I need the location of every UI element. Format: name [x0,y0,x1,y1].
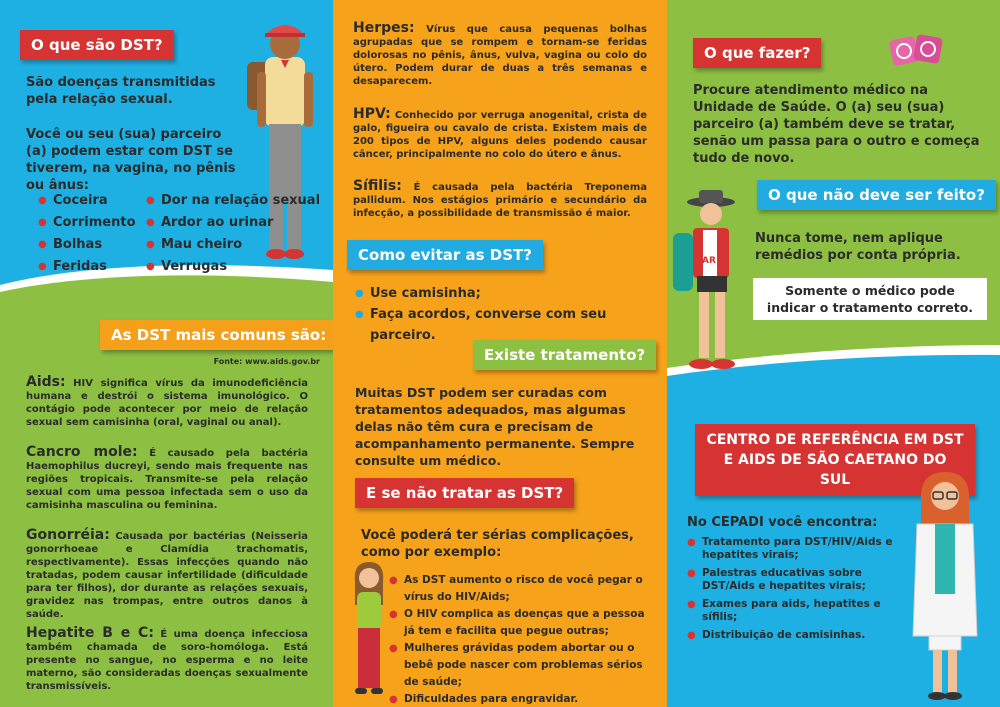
disease-aids-name: Aids: [26,374,66,390]
avoid-item: ● Use camisinha; [355,283,655,304]
avoid-item: ● Faça acordos, converse com seu parceiro. [355,304,655,346]
service-item: ● Tratamento para DST/HIV/Aids e hepatites virais; [687,536,901,562]
girl-illustration [349,560,389,700]
doctor-illustration [905,466,985,702]
untreated-title: E se não tratar as DST? [355,478,574,508]
center-services-list [687,536,901,642]
service-item: ● Distribuição de camisinhas. [687,629,901,642]
disease-aids [26,376,308,429]
reference-center-title: CENTRO DE REFERÊNCIA EM DST E AIDS DE SÃO CAETANO DO SUL [695,424,975,496]
disease-cancro-mole [26,446,308,512]
untreated-intro: Você poderá ter sérias complicações, como por exemplo: [361,528,634,560]
disease-hpv-text: Conhecido por verruga anogenital, crista de galo, figueira ou cavalo de crista. Existem mais de 200 tipos de HPV, alguns deles podendo causar câncer, principalmente no colo do útero e ânus. [353,110,647,160]
symptom-item: ● Feridas [38,256,148,278]
std-where: Você ou seu (sua) parceiro (a) podem estar com DST se tiverem, na vagina, no pênis ou ânus: [26,127,236,193]
disease-herpes [353,22,647,88]
symptoms-list-left [38,190,148,278]
source-note: Fonte: www.aids.gov.br [213,357,320,366]
what-to-do-text: Procure atendimento médico na Unidade de Saúde. O (a) seu (sua) parceiro (a) também deve se tratar, senão um passa para o outro e começa tudo de novo. [693,83,980,166]
symptom-item: ● Dor na relação sexual [146,190,321,212]
complication-item: ● O HIV complica as doenças que a pessoa já tem e facilita que pegue outras; [389,606,653,640]
disease-cancro-name: Cancro mole: [26,444,138,460]
disease-gonorreia [26,529,308,621]
symptom-item: ● Ardor ao urinar [146,212,321,234]
disease-cancro-text: É causado pela bactéria Haemophilus ducreyi, sendo mais frequente nas regiões tropicais. Transmite-se pela relação sexual com uma pessoa infectada sem o uso da camisinha masculina ou feminina. [26,448,309,511]
disease-hepatite-text: É uma doença infecciosa também chamada de soro-homóloga. Está presente no sangue, no esperma e no leite materno, são consideradas doenças sexualmente transmissíveis. [26,629,308,692]
symptom-item: ● Corrimento [38,212,148,234]
panel-right [667,0,1000,707]
shirt-text: AR [702,256,716,266]
symptom-item: ● Mau cheiro [146,234,321,256]
treatment-text: Muitas DST podem ser curadas com tratamentos adequados, mas algumas delas não têm cura e precisam de acompanhamento permanente. Sempre consulte um médico. [355,385,635,468]
disease-hepatite-name: Hepatite B e C: [26,625,154,641]
disease-sifilis-name: Sífilis: [353,178,402,194]
what-are-std-title: O que são DST? [20,30,174,60]
disease-gonorreia-text: Causada por bactérias (Neisseria gonorrhoeae e Clamídia trachomatis, respectivamente). Essas infecções quando não tratadas, podem causar infertilidade (dificuldade para ter filhos), dor durante as relações sexuais, gravidez nas trompas, entre outros danos à saúde. [26,531,308,620]
symptoms-list-right [146,190,321,278]
service-item: ● Exames para aids, hepatites e sífilis; [687,598,901,624]
disease-sifilis [353,180,647,220]
how-to-avoid-title: Como evitar as DST? [347,240,543,270]
what-not-to-do-text: Nunca tome, nem aplique remédios por conta própria. [755,231,961,263]
symptom-item: ● Bolhas [38,234,148,256]
disease-hpv-name: HPV: [353,106,391,122]
complications-list [389,572,653,707]
complication-item: ● Dificuldades para engravidar. [389,691,653,707]
disease-hpv [353,108,647,161]
panel-left [0,0,333,707]
symptom-item: ● Verrugas [146,256,321,278]
panel-middle [333,0,667,707]
disease-aids-text: HIV significa vírus da imunodeficiência humana e destrói o sistema imunológico. O contágio pode acontecer por meio de relação sexual sem camisinha (oral, vaginal ou anal). [26,378,308,428]
std-intro: São doenças transmitidas pela relação sexual. [26,75,216,107]
disease-gonorreia-name: Gonorréia: [26,527,110,543]
common-std-title: As DST mais comuns são: [100,320,333,350]
disease-herpes-text: Vírus que causa pequenas bolhas agrupadas que se rompem e tornam-se feridas dolorosas no pênis, ânus, vulva, vagina ou colo do útero. Podem durar de duas a três semanas e desaparecem. [353,24,648,87]
boy-with-hat-illustration [671,188,749,378]
disease-sifilis-text: É causada pela bactéria Treponema pallidum. Nos estágios primário e secundário da infecção, a possibilidade de transmissão é maior. [353,182,647,219]
treatment-title: Existe tratamento? [473,340,656,370]
doctor-note: Somente o médico pode indicar o tratamento correto. [753,278,987,320]
what-to-do-title: O que fazer? [693,38,821,68]
complication-item: ● Mulheres grávidas podem abortar ou o bebê pode nascer com problemas sérios de saúde; [389,640,653,691]
disease-hepatite [26,627,308,693]
complication-item: ● As DST aumento o risco de você pegar o vírus do HIV/Aids; [389,572,653,606]
condom-icon [887,32,947,68]
avoid-list [355,283,655,346]
disease-herpes-name: Herpes: [353,20,415,36]
what-not-to-do-title: O que não deve ser feito? [757,180,996,210]
service-item: ● Palestras educativas sobre DST/Aids e hepatites virais; [687,567,901,593]
symptom-item: ● Coceira [38,190,148,212]
center-intro: No CEPADI você encontra: [687,515,878,530]
